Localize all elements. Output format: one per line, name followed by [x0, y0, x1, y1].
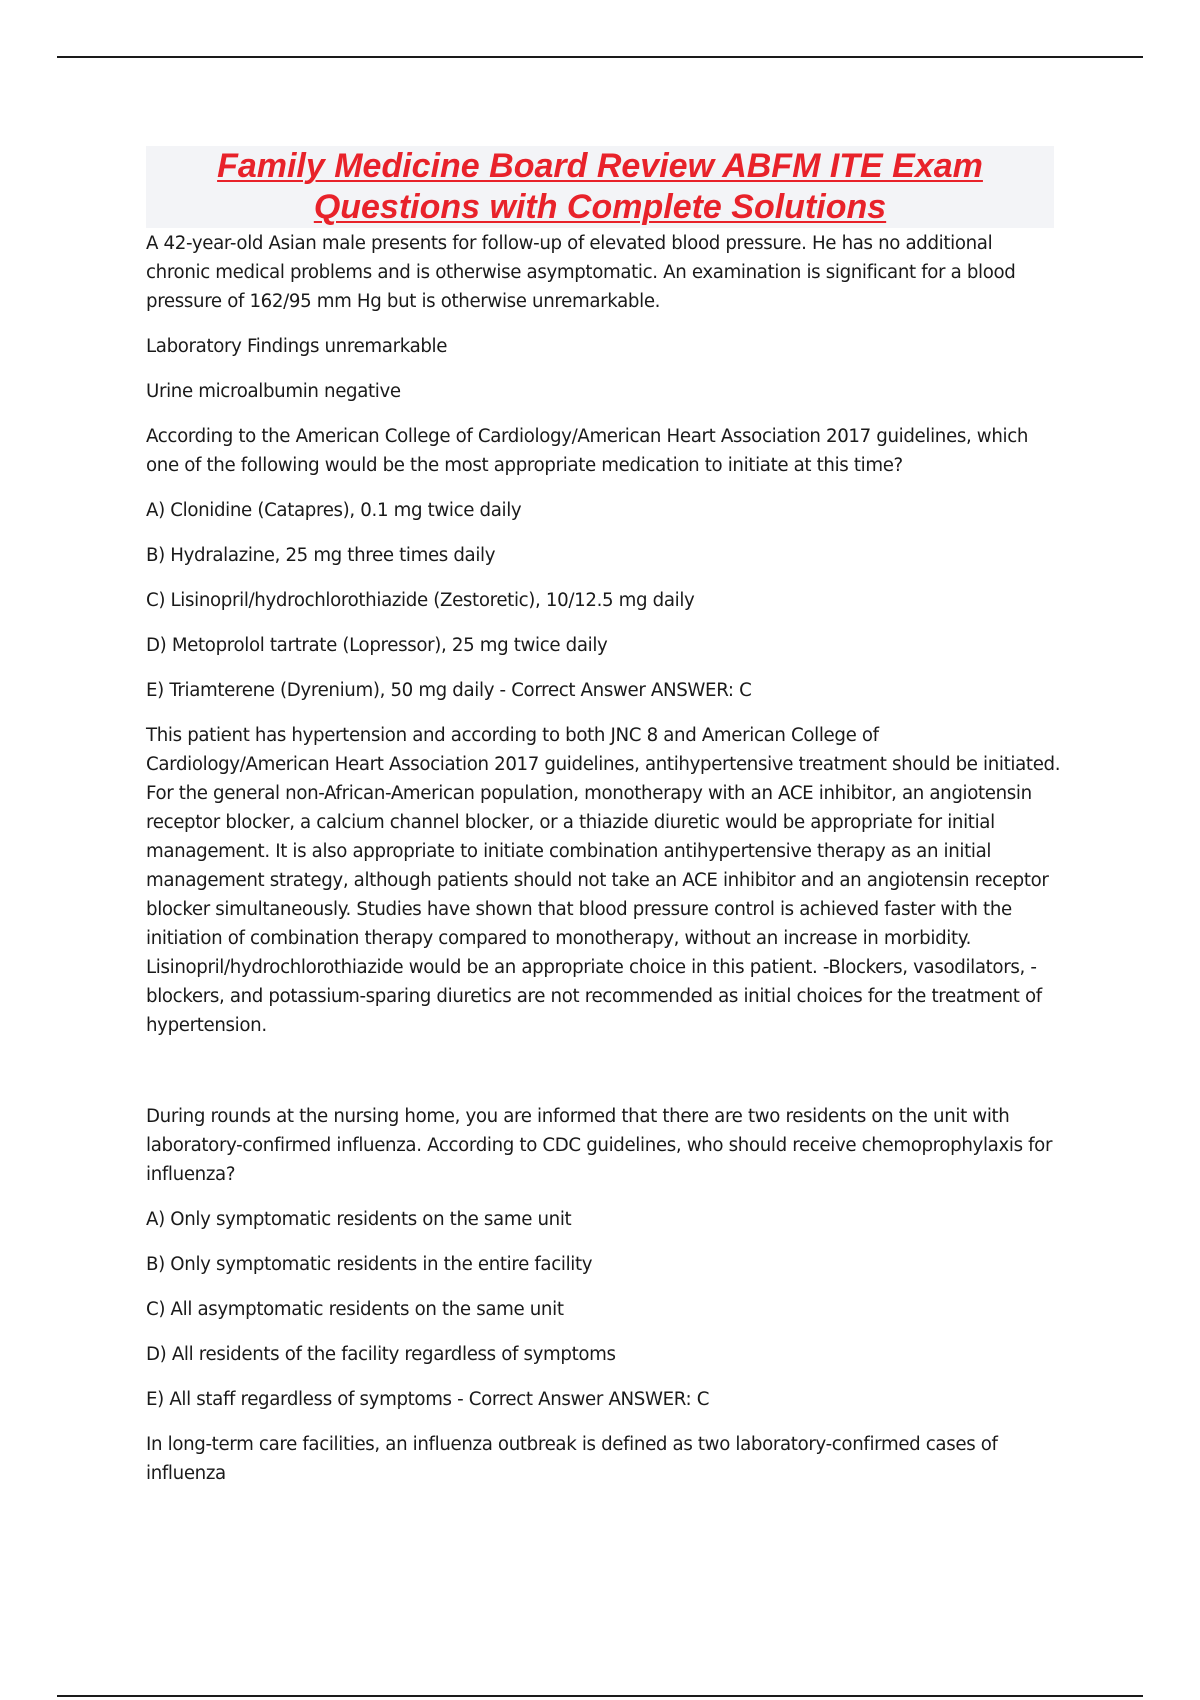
question-1-lab-findings: Laboratory Findings unremarkable	[146, 336, 448, 357]
question-2-explanation: In long-term care facilities, an influenza outbreak is defined as two laboratory-confirmed cases of influenza	[146, 1434, 998, 1484]
question-2-option-a: A) Only symptomatic residents on the same unit	[146, 1209, 572, 1230]
footer-rule	[57, 1695, 1143, 1697]
document-body	[146, 229, 1061, 1504]
document-title: Family Medicine Board Review ABFM ITE Exam Questions with Complete Solutions	[217, 147, 983, 226]
header-rule	[57, 56, 1143, 58]
question-1-stem: A 42-year-old Asian male presents for follow-up of elevated blood pressure. He has no additional chronic medical problems and is otherwise asymptomatic. An examination is significant for a blood pressure of 162/95 mm Hg but is otherwise unremarkable.	[146, 233, 1016, 312]
question-2-option-b: B) Only symptomatic residents in the entire facility	[146, 1254, 593, 1275]
question-1-option-b: B) Hydralazine, 25 mg three times daily	[146, 545, 496, 566]
question-2-option-e: E) All staff regardless of symptoms - Correct Answer ANSWER: C	[146, 1389, 710, 1410]
question-1-prompt: According to the American College of Cardiology/American Heart Association 2017 guidelines, which one of the following would be the most appropriate medication to initiate at this time?	[146, 426, 1029, 476]
question-1-option-c: C) Lisinopril/hydrochlorothiazide (Zestoretic), 10/12.5 mg daily	[146, 590, 695, 611]
question-2-option-c: C) All asymptomatic residents on the same unit	[146, 1299, 564, 1320]
question-2-stem: During rounds at the nursing home, you are informed that there are two residents on the unit with laboratory-confirmed influenza. According to CDC guidelines, who should receive chemoprophylaxis for influenza?	[146, 1106, 1053, 1185]
title-banner	[146, 146, 1054, 228]
question-1-urine: Urine microalbumin negative	[146, 381, 401, 402]
question-2-option-d: D) All residents of the facility regardless of symptoms	[146, 1344, 616, 1365]
question-1-option-e: E) Triamterene (Dyrenium), 50 mg daily - Correct Answer ANSWER: C	[146, 680, 752, 701]
question-1-option-d: D) Metoprolol tartrate (Lopressor), 25 mg twice daily	[146, 635, 608, 656]
question-1-explanation: This patient has hypertension and according to both JNC 8 and American College of Cardiology/American Heart Association 2017 guidelines, antihypertensive treatment should be initiated. For the general non-African-American population, monotherapy with an ACE inhibitor, an angiotensin receptor blocker, a calcium channel blocker, or a thiazide diuretic would be appropriate for initial management. It is also appropriate to initiate combination antihypertensive therapy as an initial management strategy, although patients should not take an ACE inhibitor and an angiotensin receptor blocker simultaneously. Studies have shown that blood pressure control is achieved faster with the initiation of combination therapy compared to monotherapy, without an increase in morbidity. Lisinopril/hydrochlorothiazide would be an appropriate choice in this patient. -Blockers, vasodilators, -blockers, and potassium-sparing diuretics are not recommended as initial choices for the treatment of hypertension.	[146, 725, 1061, 1036]
question-1-option-a: A) Clonidine (Catapres), 0.1 mg twice daily	[146, 500, 522, 521]
